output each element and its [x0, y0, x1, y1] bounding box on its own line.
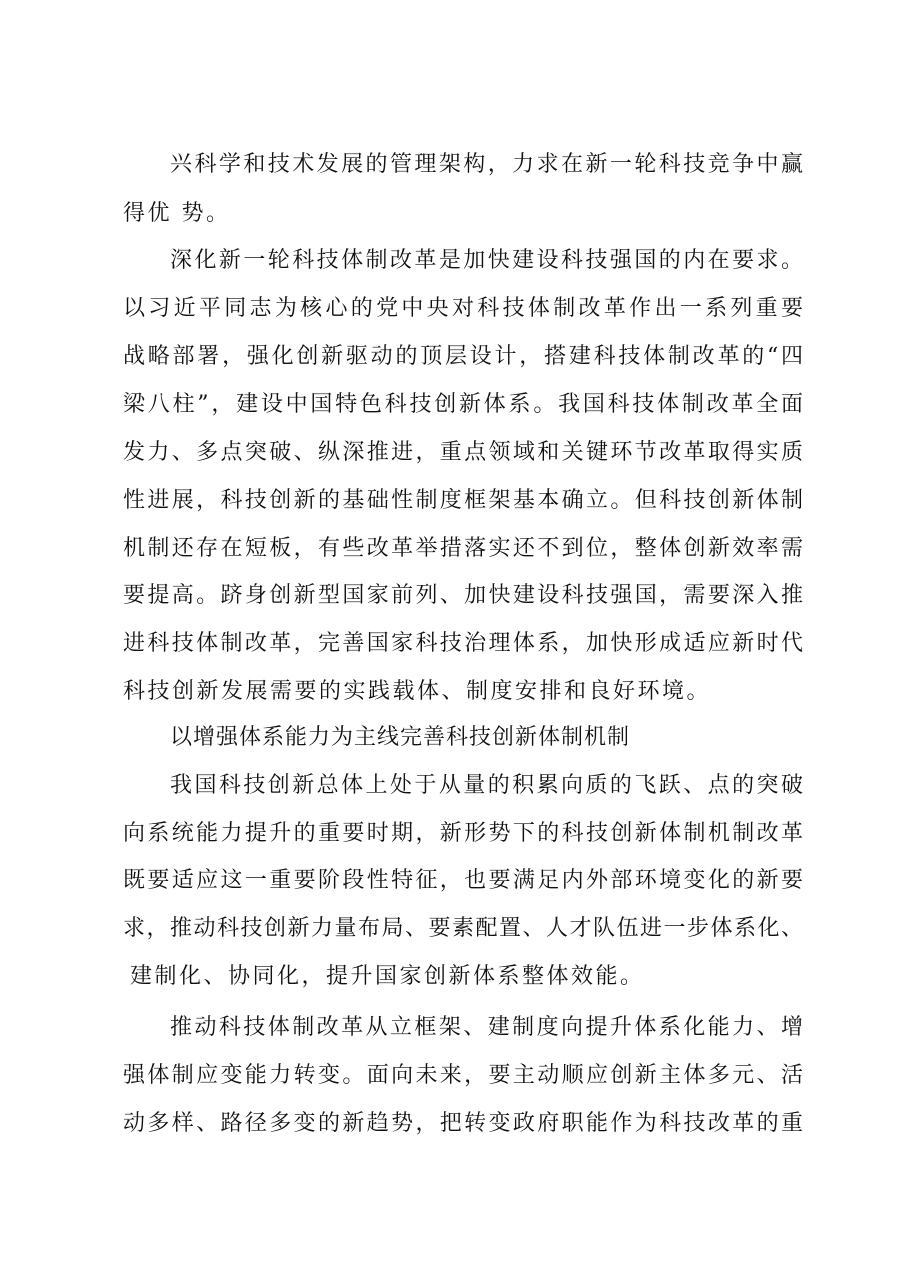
paragraph-2-line-4: 梁八柱”，建设中国特色科技创新体系。我国科技体制改革全面: [123, 392, 803, 417]
paragraph-2-line-5: 发力、多点突破、纵深推进，重点领域和关键环节改革取得实质: [123, 440, 803, 465]
paragraph-4-line-3: 动多样、路径多变的新趋势，把转变政府职能作为科技改革的重: [123, 1111, 803, 1136]
paragraph-2-line-8: 要提高。跻身创新型国家前列、加快建设科技强国，需要深入推: [123, 583, 803, 608]
paragraph-2-line-3: 战略部署，强化创新驱动的顶层设计，搭建科技体制改革的“四: [123, 344, 803, 369]
paragraph-1-line-1: 兴科学和技术发展的管理架构，力求在新一轮科技竞争中赢: [170, 152, 803, 177]
paragraph-4-line-1: 推动科技体制改革从立框架、建制度向提升体系化能力、增: [170, 1015, 803, 1040]
paragraph-3-line-1: 我国科技创新总体上处于从量的积累向质的飞跃、点的突破: [170, 773, 803, 798]
paragraph-2-line-2: 以习近平同志为核心的党中央对科技体制改革作出一系列重要: [123, 296, 803, 321]
section-heading: 以增强体系能力为主线完善科技创新体制机制: [170, 725, 631, 750]
paragraph-2-line-9: 进科技体制改革，完善国家科技治理体系，加快形成适应新时代: [123, 631, 803, 656]
paragraph-2-line-7: 机制还存在短板，有些改革举措落实还不到位，整体创新效率需: [123, 536, 803, 561]
paragraph-3-line-2: 向系统能力提升的重要时期，新形势下的科技创新体制机制改革: [123, 821, 803, 846]
paragraph-2-line-10: 科技创新发展需要的实践载体、制度安排和良好环境。: [123, 679, 712, 704]
paragraph-3-line-3: 既要适应这一重要阶段性特征，也要满足内外部环境变化的新要: [123, 868, 803, 893]
paragraph-2-line-1: 深化新一轮科技体制改革是加快建设科技强国的内在要求。: [170, 248, 803, 273]
paragraph-4-line-2: 强体制应变能力转变。面向未来，要主动顺应创新主体多元、活: [123, 1063, 803, 1088]
paragraph-1-line-2: 得优 势。: [123, 201, 231, 226]
paragraph-3-line-4: 求，推动科技创新力量布局、要素配置、人才队伍进一步体系化、: [123, 916, 803, 941]
paragraph-3-line-5: 建制化、协同化，提升国家创新体系整体效能。: [130, 964, 645, 989]
paragraph-2-line-6: 性进展，科技创新的基础性制度框架基本确立。但科技创新体制: [123, 488, 803, 513]
